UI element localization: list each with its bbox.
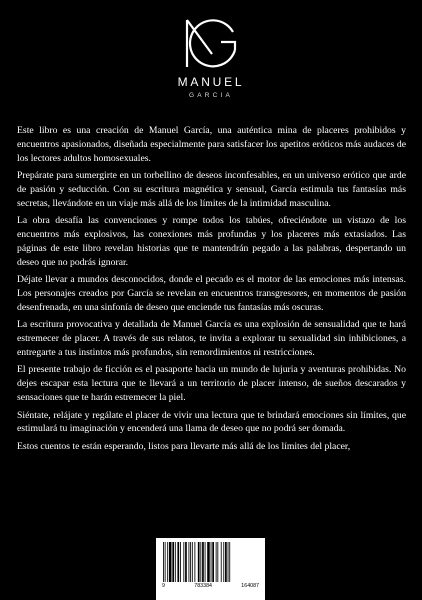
- barcode-bar: [167, 542, 168, 582]
- barcode-bar: [200, 542, 201, 582]
- barcode-bar: [223, 542, 224, 582]
- barcode-bar: [229, 542, 230, 582]
- paragraph: La obra desafía las convenciones y rompe todos los tabúes, ofreciéndote un vistazo de los encuentros más explosivos, las conexiones más profundas y los placeres más extasiados. Las páginas de este libro revelan historias que te mantendrán pegado a las palabras, despertando un deseo que no podrás ignorar.: [17, 215, 406, 268]
- barcode-bar: [192, 542, 193, 582]
- barcode-digit-prefix: 9: [162, 583, 165, 589]
- logo-subname: GARCIA: [188, 92, 234, 99]
- barcode-bar: [169, 542, 172, 582]
- barcode-bar: [177, 542, 179, 582]
- barcode-bar: [216, 542, 217, 582]
- barcode-bar: [190, 542, 191, 582]
- barcode-digit-group: 164087: [241, 583, 259, 589]
- barcode-bar: [185, 542, 187, 582]
- barcode-bars: [162, 542, 259, 582]
- barcode-bar: [211, 542, 212, 582]
- barcode-bar: [180, 542, 181, 582]
- barcode-bar: [205, 542, 206, 582]
- paragraph: Prepárate para sumergirte en un torbellino de deseos inconfesables, en un universo erótico que arde de pasión y seducción. Con su escritura magnética y sensual, García estimula tus fantasías más secretas, llevándote en un viaje más allá de los límites de la intimidad masculina.: [17, 170, 406, 209]
- logo-name: MANUEL: [177, 75, 245, 89]
- barcode-bar: [212, 542, 214, 582]
- barcode-bar: [189, 542, 190, 582]
- barcode-bar: [217, 542, 218, 582]
- isbn-barcode: [156, 538, 265, 600]
- barcode-bar: [194, 542, 195, 582]
- barcode-bar: [221, 542, 222, 582]
- barcode-bar: [165, 542, 166, 582]
- barcode-bar: [172, 542, 174, 582]
- back-cover-text: [17, 124, 406, 457]
- paragraph: Siéntate, relájate y regálate el placer de vivir una lectura que te brindará emociones sin límites, que estimulará tu imaginación y encenderá una llama de deseo que no podrá ser domada.: [17, 409, 406, 435]
- mg-monogram-icon: [181, 12, 243, 72]
- barcode-bar: [175, 542, 176, 582]
- paragraph: Estos cuentos te están esperando, listos para llevarte más allá de los límites del placer,: [17, 440, 351, 452]
- barcode-digit-group: 783384: [194, 583, 212, 589]
- barcode-bar: [198, 542, 200, 582]
- barcode-bar: [225, 542, 227, 582]
- paragraph: Déjate llevar a mundos desconocidos, donde el pecado es el motor de las emociones más intensas. Los personajes creados por García se revelan en encuentros transgresores, en momentos de pasión desenfrenada, en una sinfonía de deseo que enciende tus fantasías más oscuras.: [17, 274, 406, 314]
- barcode-bar: [202, 542, 204, 582]
- paragraph: La escritura provocativa y detallada de Manuel García es una explosión de sensualidad que te hará estremecer de placer. A través de sus relatos, te invita a explorar tu sexualidad sin inhibiciones, a entregarte a tus instintos más profundos, sin remordimientos ni restricciones.: [17, 319, 406, 359]
- barcode-bar: [163, 542, 164, 582]
- barcode-bar: [183, 542, 184, 582]
- barcode-bar: [228, 542, 229, 582]
- paragraph: Este libro es una creación de Manuel García, una auténtica mina de placeres prohibidos y encuentros apasionados, diseñada especialmente para satisfacer los apetitos eróticos más audaces de los lectores adultos homosexuales.: [17, 125, 406, 164]
- barcode-bar: [207, 542, 210, 582]
- barcode-digits: [162, 583, 259, 590]
- author-logo: [153, 0, 269, 112]
- paragraph: El presente trabajo de ficción es el pasaporte hacia un mundo de lujuria y aventuras prohibidas. No dejes escapar esta lectura que te llevará a un territorio de placer intenso, de sueños descarados y sensaciones que te harán estremecer la piel.: [17, 364, 406, 404]
